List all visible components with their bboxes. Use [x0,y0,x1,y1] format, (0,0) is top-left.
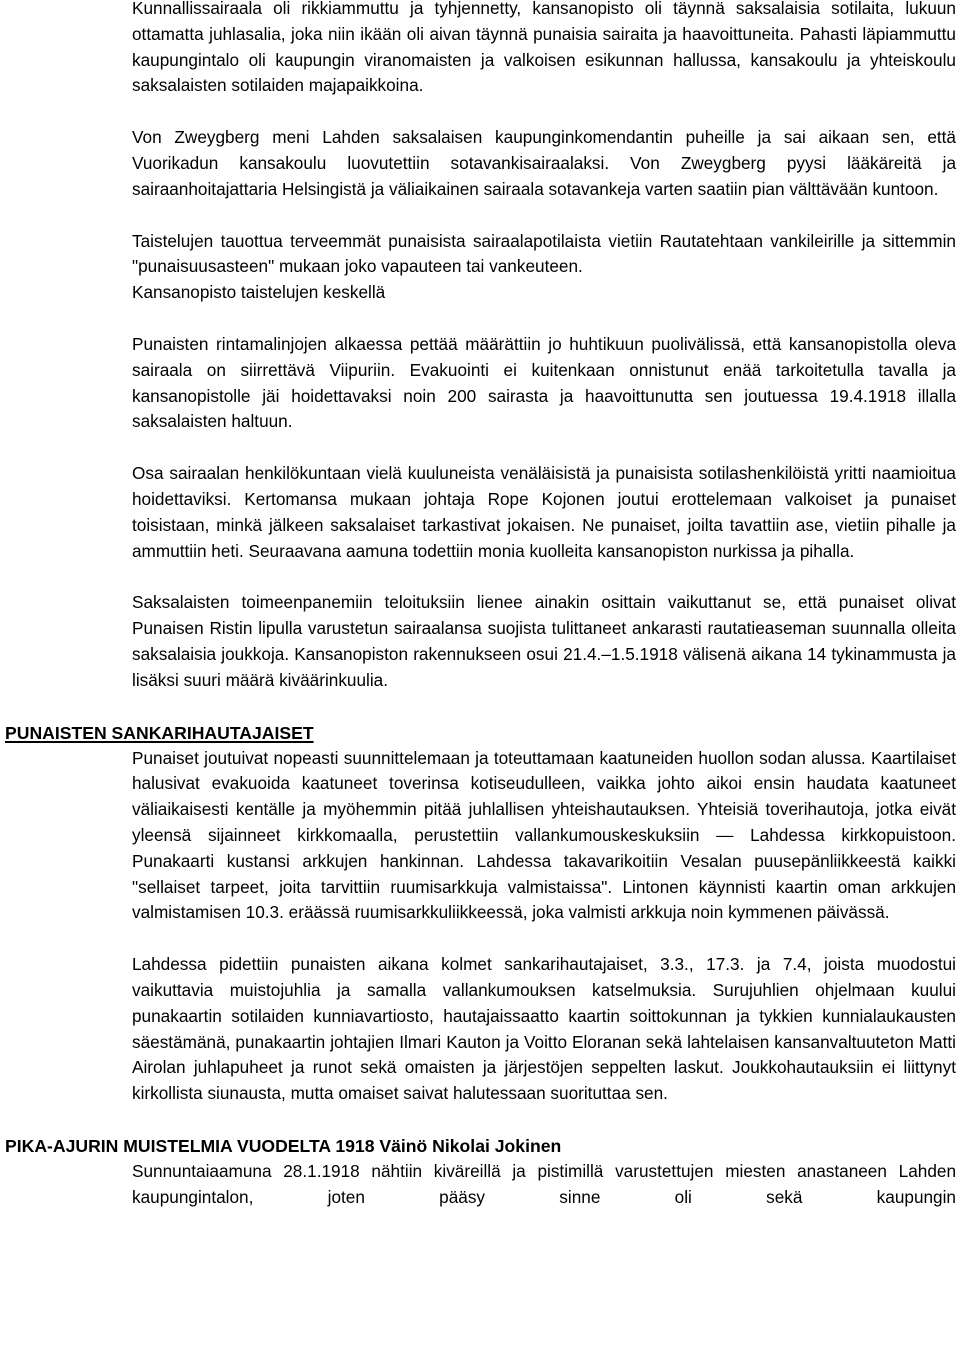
section-heading-sankarihautajaiset [5,720,960,746]
section-heading-text: PUNAISTEN SANKARIHAUTAJAISET [5,722,314,743]
section-heading-pika-ajuri: PIKA-AJURIN MUISTELMIA VUODELTA 1918 Väinö Nikolai Jokinen [5,1135,562,1156]
paragraph-executions: Saksalaisten toimeenpanemiin teloituksiin lienee ainakin osittain vaikuttanut se, että punaiset olivat Punaisen Ristin lipulla varustetun sairaalansa suojista tulittaneet ankarasti rautatieaseman suunnalla olleita saksalaisia joukkoja. Kansanopiston rakennukseen osui 21.4.–1.5.1918 välisenä aikana 14 tykinammusta ja lisäksi suuri määrä kiväärinkuulia. [132,592,956,690]
paragraph-hero-funerals: Lahdessa pidettiin punaisten aikana kolmet sankarihautajaiset, 3.3., 17.3. ja 7.4, joista muodostui vaikuttavia muistojuhlia ja samalla vallankumouksen katselmuksia. Surujuhlien ohjelmaan kuului punakaartin sotilaiden kunniavartiosto, hautajaissaatto kaartin soittokunnan ja tykkien kunnialaukausten säestämänä, punakaartin johtajien Ilmari Kauton ja Voitto Eloranan sekä lahtelaisen kansanvaltuuteton Matti Airolan juhlapuheet ja runot sekä omaisten ja järjestöjen seppelten laskut. Joukkohautauksiin ei liittynyt kirkollista siunausta, mutta omaiset saivat halutessaan suorituttaa sen. [132,954,956,1104]
paragraph-patients-transferred: Taistelujen tauottua terveemmät punaisista sairaalapotilaista vietiin Rautatehtaan vankileirille ja sittemmin "punaisuusasteen" mukaan joko vapauteen tai vankeuteen. [132,230,956,277]
paragraph-hospital-status: Kunnallissairaala oli rikkiammuttu ja tyhjennetty, kansanopisto oli täynnä saksalaisia sotilaita, lukuun ottamatta juhlasalia, joka niin ikään oli aivan täynnä punaisia sairaita ja haavoittuneita. Pahasti läpiammuttu kaupungintalo oli kaupungin viranomaisten ja valkoisen esikunnan hallussa, kansakoulu ja yhteiskoulu saksalaisten sotilaiden majapaikkoina. [132,0,956,96]
paragraph-red-burials: Punaiset joutuivat nopeasti suunnittelemaan ja toteuttamaan kaatuneiden huollon sodan alussa. Kaartilaiset halusivat evakuoida kaatuneet toverinsa kotiseudulleen, vaikka johto aikoi ensin haudata kaatuneet väliaikaisesti kentälle ja myöhemmin pitää juhlallisen yhteishautauksen. Yhteisiä toverihautoja, jotka eivät yleensä sijainneet kirkkomaalla, perustettiin vallankumouskeskuksiin — Lahdessa kirkkopuistoon. Punakaarti kustansi arkkujen hankinnan. Lahdessa takavarikoitiin Vesalan puusepänliikkeestä kaikki "sellaiset tarpeet, joita tarvittiin ruumisarkkuja valmistaissa". Lintonen käynnisti kaartin oman arkkujen valmistamisen 10.3. eräässä ruumisarkkuliikkeessä, joka valmisti arkkuja noin kymmenen päivässä. [132,747,956,923]
subheading-kansanopisto: Kansanopisto taistelujen keskellä [132,282,386,303]
paragraph-staff-disguise: Osa sairaalan henkilökuntaan vielä kuuluneista venäläisistä ja punaisista sotilashenkilöistä yritti naamioitua hoidettaviksi. Kertomansa mukaan johtaja Rope Kojonen joutui erottelemaan valkoiset ja punaiset toisistaan, minkä jälkeen saksalaiset tarkastivat jokaisen. Ne punaiset, joilta tavattiin ase, vietiin pihalle ja ammuttiin heti. Seuraavana aamuna todettiin monia kuolleita kansanopiston nurkissa ja pihalla. [132,463,956,561]
paragraph-von-zweygberg: Von Zweygberg meni Lahden saksalaisen kaupunginkomendantin puheille ja sai aikaan sen, että Vuorikadun kansakoulu luovutettiin sotavankisairaalaksi. Von Zweygberg pyysi lääkäreitä ja sairaanhoitajattaria Helsingistä ja väliaikainen sairaala sotavankeja varten saatiin pian välttävään kuntoon. [132,127,956,199]
paragraph-sunday-morning: Sunnuntaiaamuna 28.1.1918 nähtiin kiväreillä ja pistimillä varustettujen miesten anastaneen Lahden kaupungintalon, joten pääsy sinne oli sekä kaupungin [132,1160,956,1207]
paragraph-evacuation: Punaisten rintamalinjojen alkaessa pettää määrättiin jo huhtikuun puolivälissä, että kansanopistolla oleva sairaala on siirrettävä Viipuriin. Evakuointi ei kuitenkaan onnistunut enää tarkoitetulla tavalla ja kansanopistolle jäi hoidettavaksi noin 200 sairasta ja haavoittunutta sen joutuessa 19.4.1918 illalla saksalaisten haltuun. [132,333,956,432]
